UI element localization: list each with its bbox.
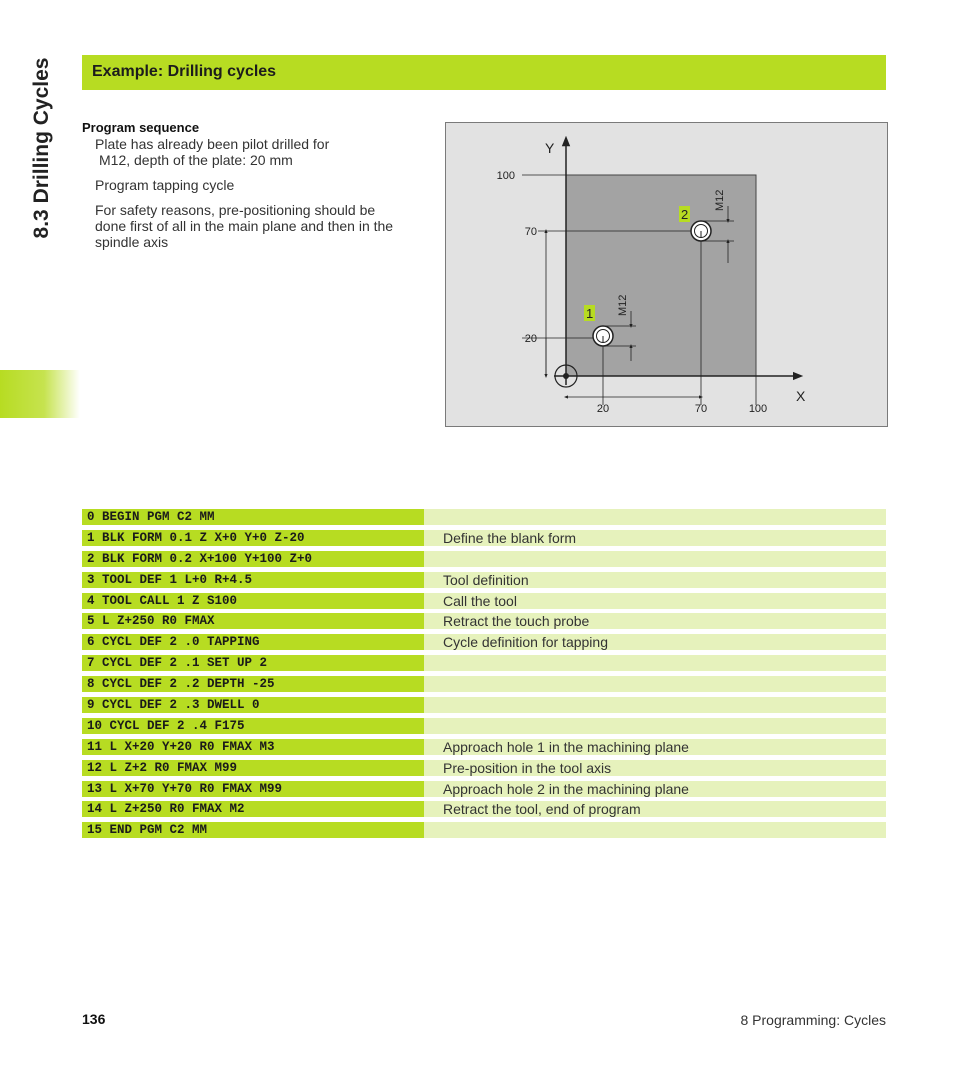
page-number: 136 <box>82 1011 106 1027</box>
side-chapter-title-text: 8.3 Drilling Cycles <box>30 57 53 238</box>
program-code: 13 L X+70 Y+70 R0 FMAX M99 <box>82 781 424 797</box>
program-row <box>82 697 886 713</box>
program-row <box>82 676 886 692</box>
plate <box>566 175 756 376</box>
program-code: 0 BEGIN PGM C2 MM <box>82 509 424 525</box>
program-comment: Tool definition <box>424 572 886 588</box>
program-sequence-text <box>82 120 422 250</box>
program-comment: Cycle definition for tapping <box>424 634 886 650</box>
y-tick-100: 100 <box>496 170 515 182</box>
program-comment <box>424 655 886 671</box>
program-code: 9 CYCL DEF 2 .3 DWELL 0 <box>82 697 424 713</box>
x-tick-70: 70 <box>694 403 708 415</box>
intro-line: M12, depth of the plate: 20 mm <box>99 152 293 168</box>
program-code: 5 L Z+250 R0 FMAX <box>82 613 424 629</box>
program-comment <box>424 697 886 713</box>
program-code: 15 END PGM C2 MM <box>82 822 424 838</box>
hole-2-label: 2 <box>681 207 689 222</box>
program-row <box>82 655 886 671</box>
program-comment <box>424 551 886 567</box>
x-axis-label: X <box>796 388 806 404</box>
x-tick-100: 100 <box>748 403 768 415</box>
y-axis-label: Y <box>545 140 555 156</box>
program-row <box>82 572 886 588</box>
program-code: 3 TOOL DEF 1 L+0 R+4.5 <box>82 572 424 588</box>
program-comment: Approach hole 1 in the machining plane <box>424 739 886 755</box>
program-comment <box>424 718 886 734</box>
program-row <box>82 760 886 776</box>
program-comment <box>424 822 886 838</box>
program-comment <box>424 509 886 525</box>
program-row <box>82 593 886 609</box>
program-comment: Retract the tool, end of program <box>424 801 886 817</box>
origin-dot <box>563 373 569 379</box>
program-code: 12 L Z+2 R0 FMAX M99 <box>82 760 424 776</box>
program-row <box>82 781 886 797</box>
side-chapter-tab <box>0 370 80 418</box>
intro-line: Plate has already been pilot drilled for <box>95 136 330 152</box>
program-comment: Retract the touch probe <box>424 613 886 629</box>
program-comment: Call the tool <box>424 593 886 609</box>
chapter-footer: 8 Programming: Cycles <box>740 1012 886 1028</box>
program-code: 11 L X+20 Y+20 R0 FMAX M3 <box>82 739 424 755</box>
drilling-diagram-svg <box>446 123 887 426</box>
program-code: 2 BLK FORM 0.2 X+100 Y+100 Z+0 <box>82 551 424 567</box>
intro-line: For safety reasons, pre-positioning should be <box>95 202 376 218</box>
x-tick-20: 20 <box>596 403 610 415</box>
program-row <box>82 634 886 650</box>
section-header <box>82 55 886 90</box>
program-comment <box>424 676 886 692</box>
thread-label-1: M12 <box>617 294 629 316</box>
program-code: 10 CYCL DEF 2 .4 F175 <box>82 718 424 734</box>
nc-program-table <box>82 509 886 843</box>
program-row <box>82 801 886 817</box>
program-row <box>82 739 886 755</box>
program-row <box>82 613 886 629</box>
program-row <box>82 822 886 838</box>
drilling-diagram <box>445 122 888 427</box>
program-code: 14 L Z+250 R0 FMAX M2 <box>82 801 424 817</box>
hole-1-label: 1 <box>586 306 594 321</box>
program-comment: Pre-position in the tool axis <box>424 760 886 776</box>
thread-label-2: M12 <box>714 189 726 211</box>
program-row <box>82 509 886 525</box>
y-tick-20: 20 <box>524 333 537 345</box>
intro-line: spindle axis <box>95 234 169 250</box>
program-row <box>82 551 886 567</box>
program-code: 1 BLK FORM 0.1 Z X+0 Y+0 Z-20 <box>82 530 424 546</box>
program-code: 7 CYCL DEF 2 .1 SET UP 2 <box>82 655 424 671</box>
program-comment: Approach hole 2 in the machining plane <box>424 781 886 797</box>
program-row <box>82 718 886 734</box>
program-row <box>82 530 886 546</box>
y-tick-70: 70 <box>524 226 537 238</box>
section-title: Example: Drilling cycles <box>92 63 277 80</box>
program-code: 8 CYCL DEF 2 .2 DEPTH -25 <box>82 676 424 692</box>
program-sequence-heading: Program sequence <box>82 120 200 135</box>
program-code: 4 TOOL CALL 1 Z S100 <box>82 593 424 609</box>
program-comment: Define the blank form <box>424 530 886 546</box>
program-code: 6 CYCL DEF 2 .0 TAPPING <box>82 634 424 650</box>
side-chapter-title <box>22 40 62 255</box>
intro-line: Program tapping cycle <box>95 177 235 193</box>
intro-line: done first of all in the main plane and then in the <box>95 218 394 234</box>
